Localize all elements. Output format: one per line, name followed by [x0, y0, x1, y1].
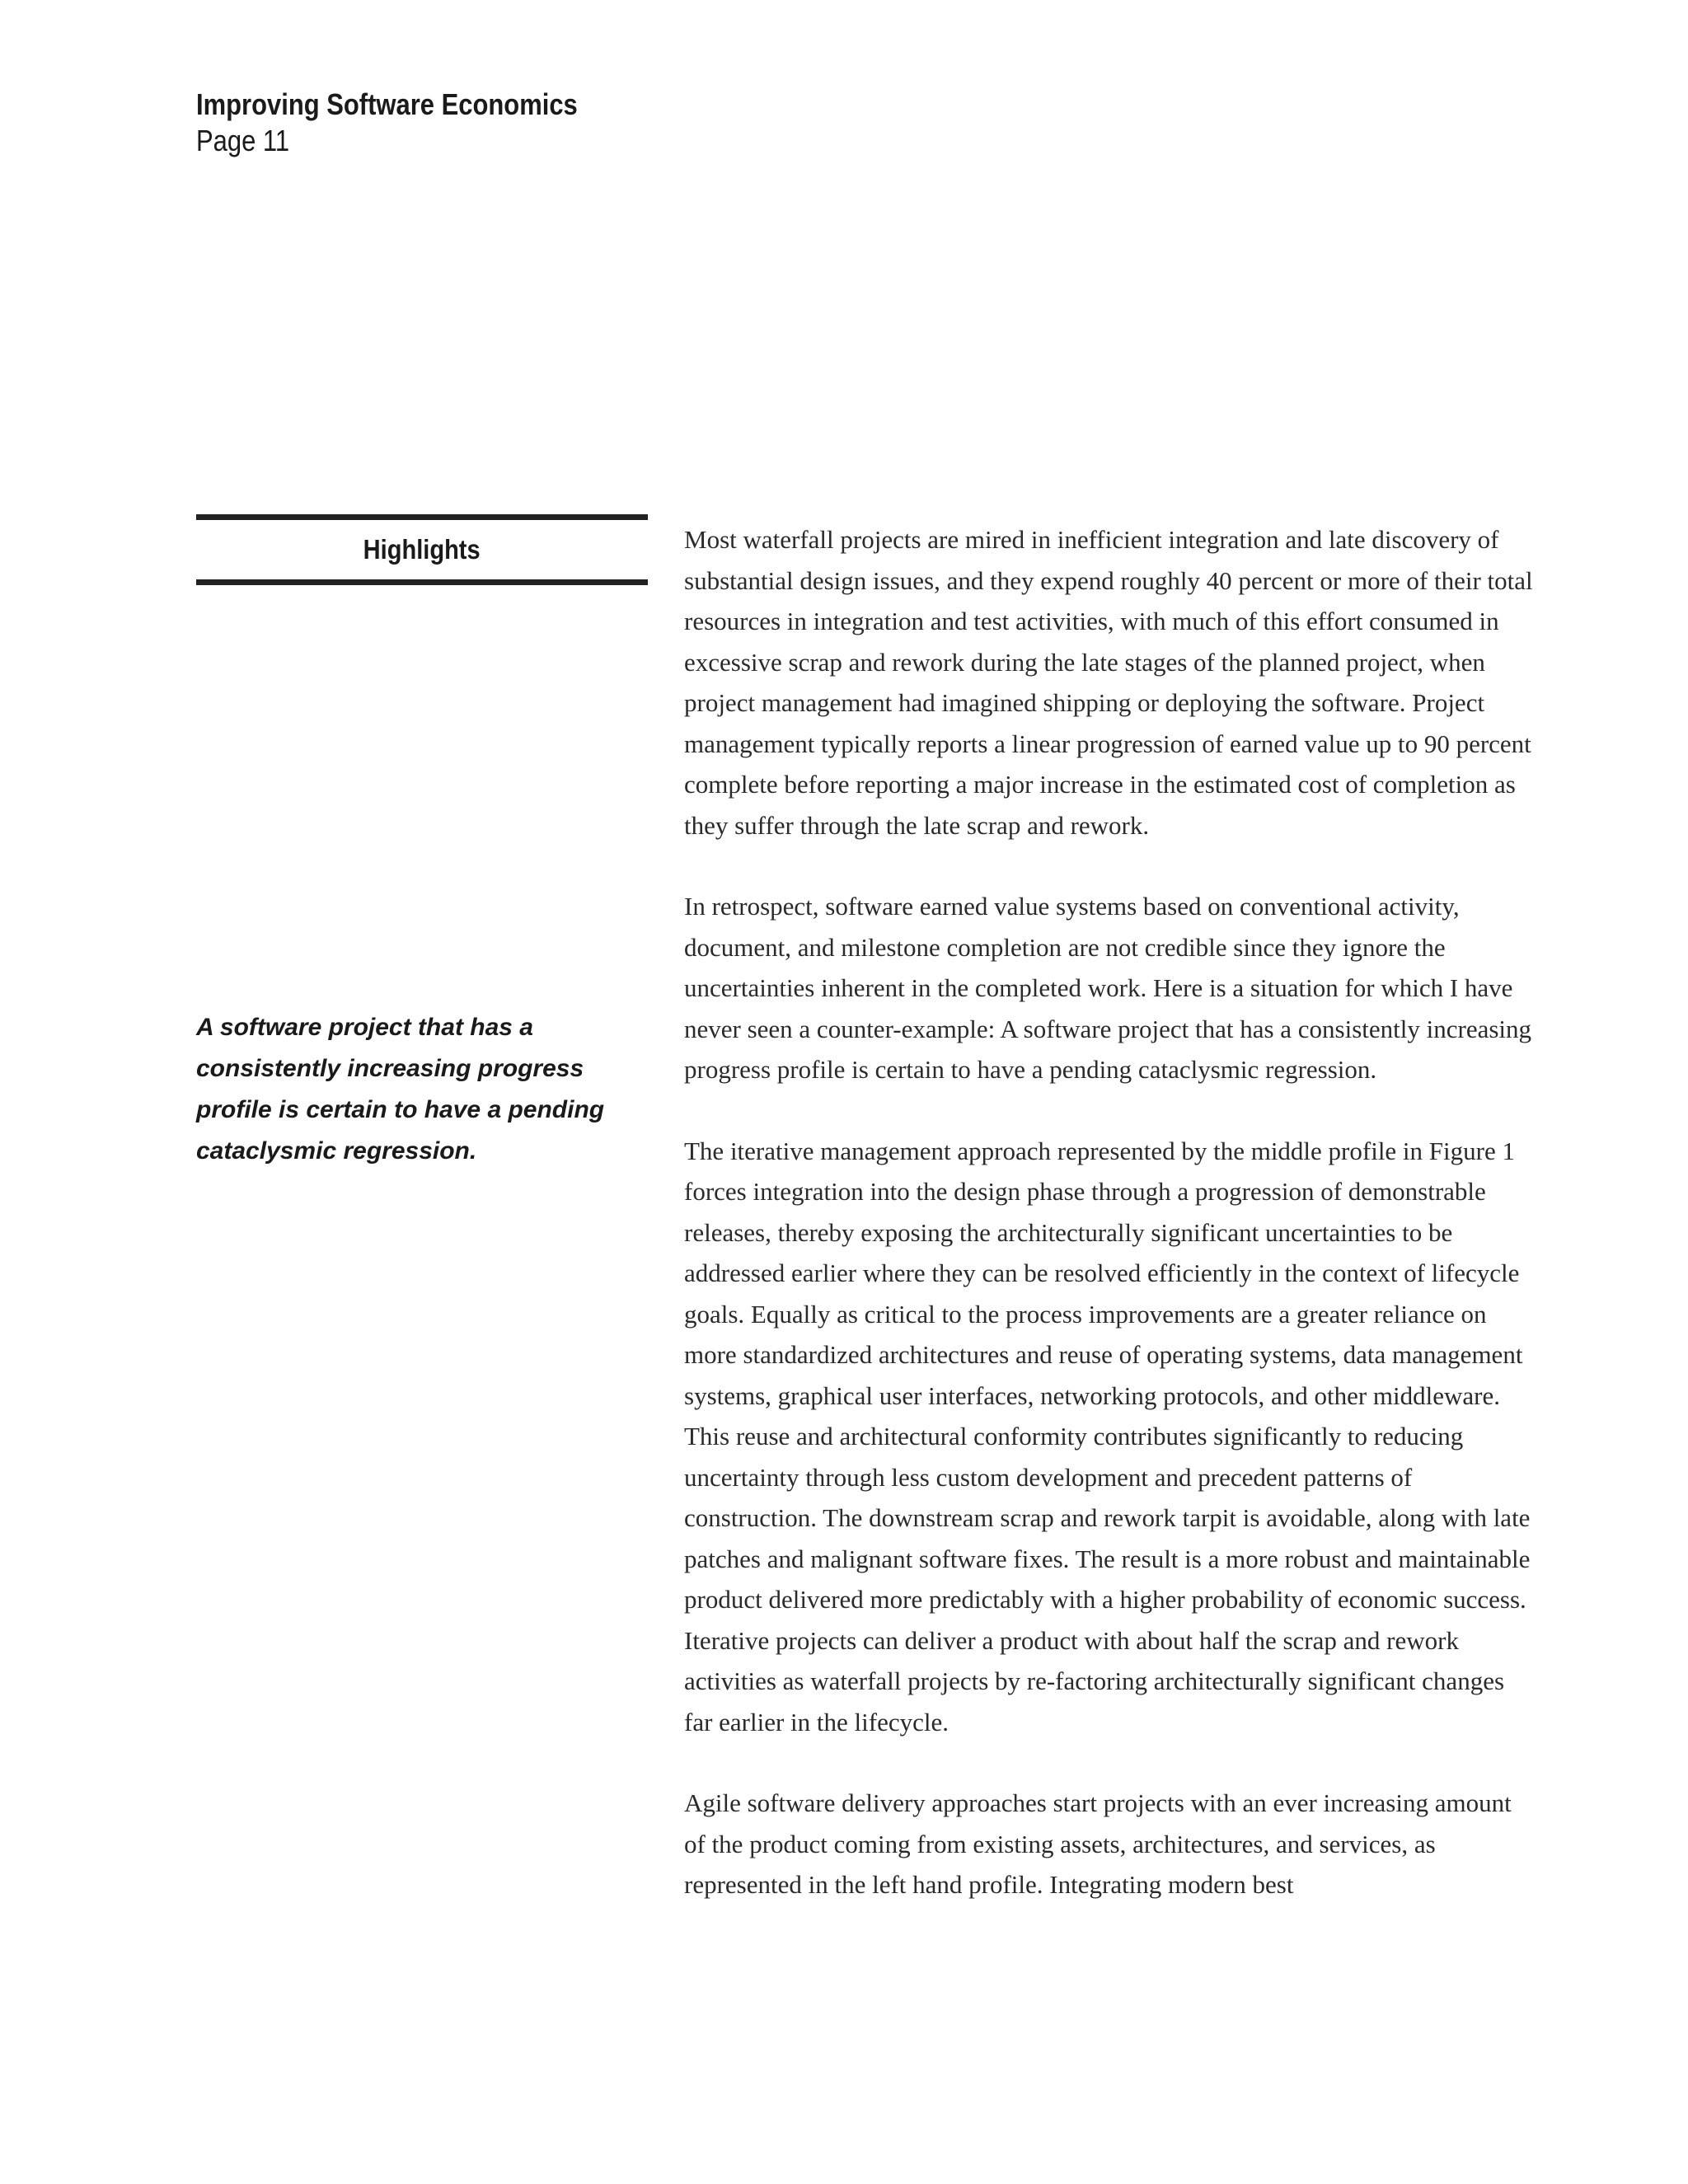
page-number: Page 11 [196, 124, 290, 157]
main-body-text [684, 519, 1533, 1946]
paragraph: The iterative management approach represented by the middle profile in Figure 1 forces integration into the design phase through a progression of demonstrable releases, thereby exposing the architecturally significant uncertainties to be addressed earlier where they can be resolved efficiently in the context of lifecycle goals. Equally as critical to the process improvements are a greater reliance on more standardized architectures and reuse of operating systems, data management systems, graphical user interfaces, networking protocols, and other middleware. This reuse and architectural conformity contributes significantly to reducing uncertainty through less custom development and precedent patterns of construction. The downstream scrap and rework tarpit is avoidable, along with late patches and malignant software fixes. The result is a more robust and maintainable product delivered more predictably with a higher probability of economic success. Iterative projects can deliver a product with about half the scrap and rework activities as waterfall projects by re-factoring architecturally significant changes far earlier in the lifecycle. [684, 1136, 1531, 1736]
paragraph: Agile software delivery approaches start projects with an ever increasing amount of the product coming from existing assets, architectures, and services, as represented in the left hand profile. Integrating modern best [684, 1788, 1512, 1899]
paragraph: In retrospect, software earned value systems based on conventional activity, document, and milestone completion are not credible since they ignore the uncertainties inherent in the completed work. Here is a situation for which I have never seen a counter-example: A software project that has a consistently increasing progress profile is certain to have a pending cataclysmic regression. [684, 892, 1532, 1084]
document-title: Improving Software Economics [196, 87, 578, 121]
highlights-heading-box [196, 514, 648, 585]
paragraph: Most waterfall projects are mired in inefficient integration and late discovery of substantial design issues, and they expend roughly 40 percent or more of their total resources in integration and test activities, with much of this effort consumed in excessive scrap and rework during the late stages of the planned project, when project management had imagined shipping or deploying the software. Project management typically reports a linear progression of earned value up to 90 percent complete before reporting a major increase in the estimated cost of completion as they suffer through the late scrap and rework. [684, 525, 1533, 840]
page-header [196, 87, 640, 159]
pullquote: A software project that has a consistently increasing progress profile is certain to have a pending cataclysmic regression. [196, 1014, 605, 1165]
highlights-heading: Highlights [363, 534, 481, 565]
